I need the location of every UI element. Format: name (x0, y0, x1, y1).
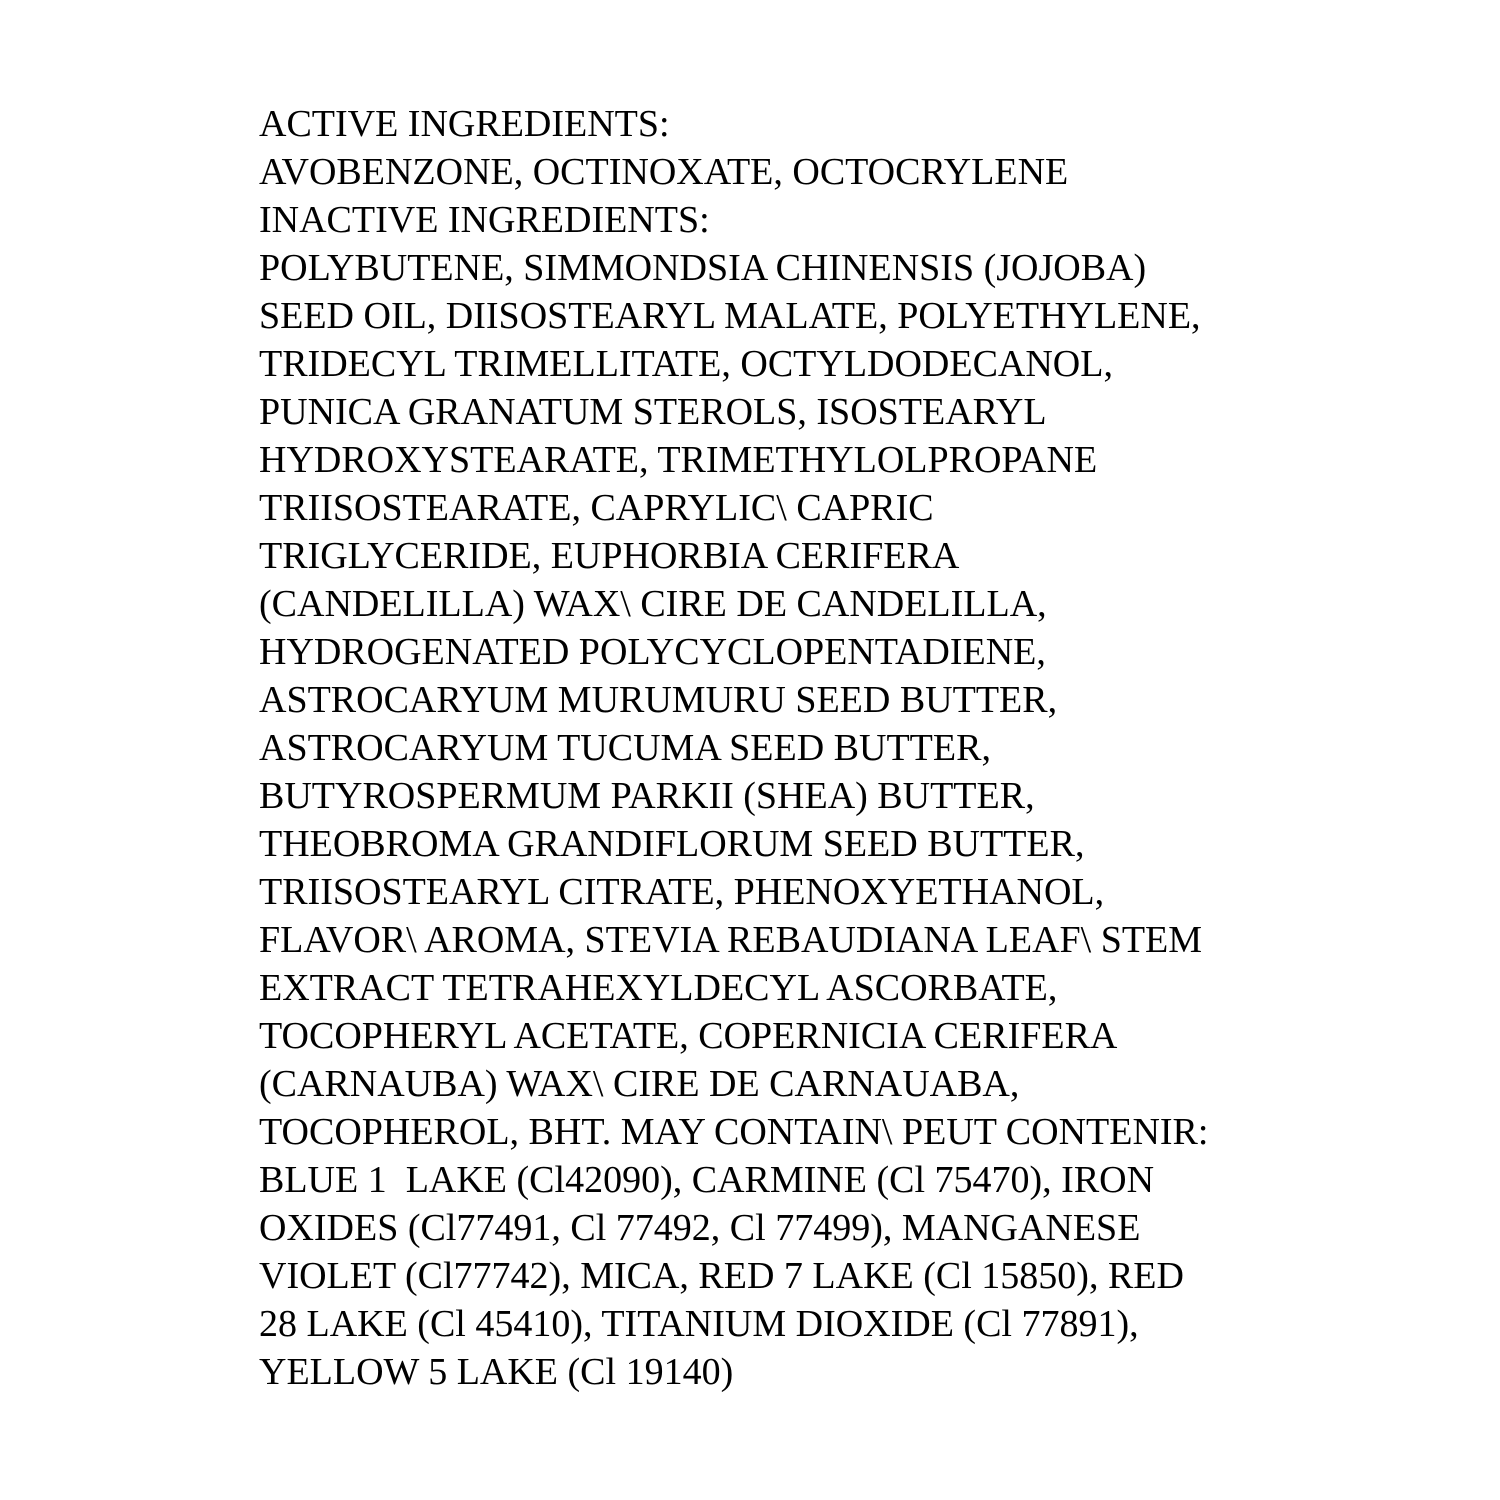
active-ingredients-list: AVOBENZONE, OCTINOXATE, OCTOCRYLENE (259, 151, 1069, 193)
inactive-ingredients-line: ASTROCARYUM TUCUMA SEED BUTTER, (259, 727, 991, 769)
inactive-ingredients-line: TRIISOSTEARYL CITRATE, PHENOXYETHANOL, (259, 871, 1105, 913)
inactive-ingredients-line: BUTYROSPERMUM PARKII (SHEA) BUTTER, (259, 775, 1035, 817)
inactive-ingredients-line: FLAVOR\ AROMA, STEVIA REBAUDIANA LEAF\ STEM (259, 919, 1203, 961)
inactive-ingredients-line: SEED OIL, DIISOSTEARYL MALATE, POLYETHYLENE, (259, 295, 1201, 337)
colorants-line: OXIDES (Cl77491, Cl 77492, Cl 77499), MANGANESE (259, 1207, 1141, 1249)
inactive-ingredients-line: HYDROGENATED POLYCYCLOPENTADIENE, (259, 631, 1046, 673)
colorants-line: VIOLET (Cl77742), MICA, RED 7 LAKE (Cl 15850), RED (259, 1255, 1184, 1297)
inactive-ingredients-line: TRIGLYCERIDE, EUPHORBIA CERIFERA (259, 535, 960, 577)
inactive-ingredients-heading: INACTIVE INGREDIENTS: (259, 199, 710, 241)
inactive-ingredients-line: TOCOPHEROL, BHT. MAY CONTAIN\ PEUT CONTENIR: (259, 1111, 1209, 1153)
inactive-ingredients-line: (CANDELILLA) WAX\ CIRE DE CANDELILLA, (259, 583, 1047, 625)
inactive-ingredients-line: HYDROXYSTEARATE, TRIMETHYLOLPROPANE (259, 439, 1098, 481)
inactive-ingredients-line: EXTRACT TETRAHEXYLDECYL ASCORBATE, (259, 967, 1058, 1009)
colorants-line: YELLOW 5 LAKE (Cl 19140) (259, 1351, 734, 1393)
inactive-ingredients-line: POLYBUTENE, SIMMONDSIA CHINENSIS (JOJOBA) (259, 247, 1147, 289)
inactive-ingredients-line: THEOBROMA GRANDIFLORUM SEED BUTTER, (259, 823, 1085, 865)
colorants-line: 28 LAKE (Cl 45410), TITANIUM DIOXIDE (Cl 77891), (259, 1303, 1139, 1345)
ingredients-label (259, 100, 1459, 1396)
inactive-ingredients-line: ASTROCARYUM MURUMURU SEED BUTTER, (259, 679, 1058, 721)
inactive-ingredients-line: TOCOPHERYL ACETATE, COPERNICIA CERIFERA (259, 1015, 1118, 1057)
inactive-ingredients-line: PUNICA GRANATUM STEROLS, ISOSTEARYL (259, 391, 1047, 433)
active-ingredients-heading: ACTIVE INGREDIENTS: (259, 103, 670, 145)
inactive-ingredients-line: (CARNAUBA) WAX\ CIRE DE CARNAUABA, (259, 1063, 1020, 1105)
colorants-line: BLUE 1 LAKE (Cl42090), CARMINE (Cl 75470), IRON (259, 1159, 1155, 1201)
inactive-ingredients-line: TRIISOSTEARATE, CAPRYLIC\ CAPRIC (259, 487, 934, 529)
inactive-ingredients-line: TRIDECYL TRIMELLITATE, OCTYLDODECANOL, (259, 343, 1113, 385)
